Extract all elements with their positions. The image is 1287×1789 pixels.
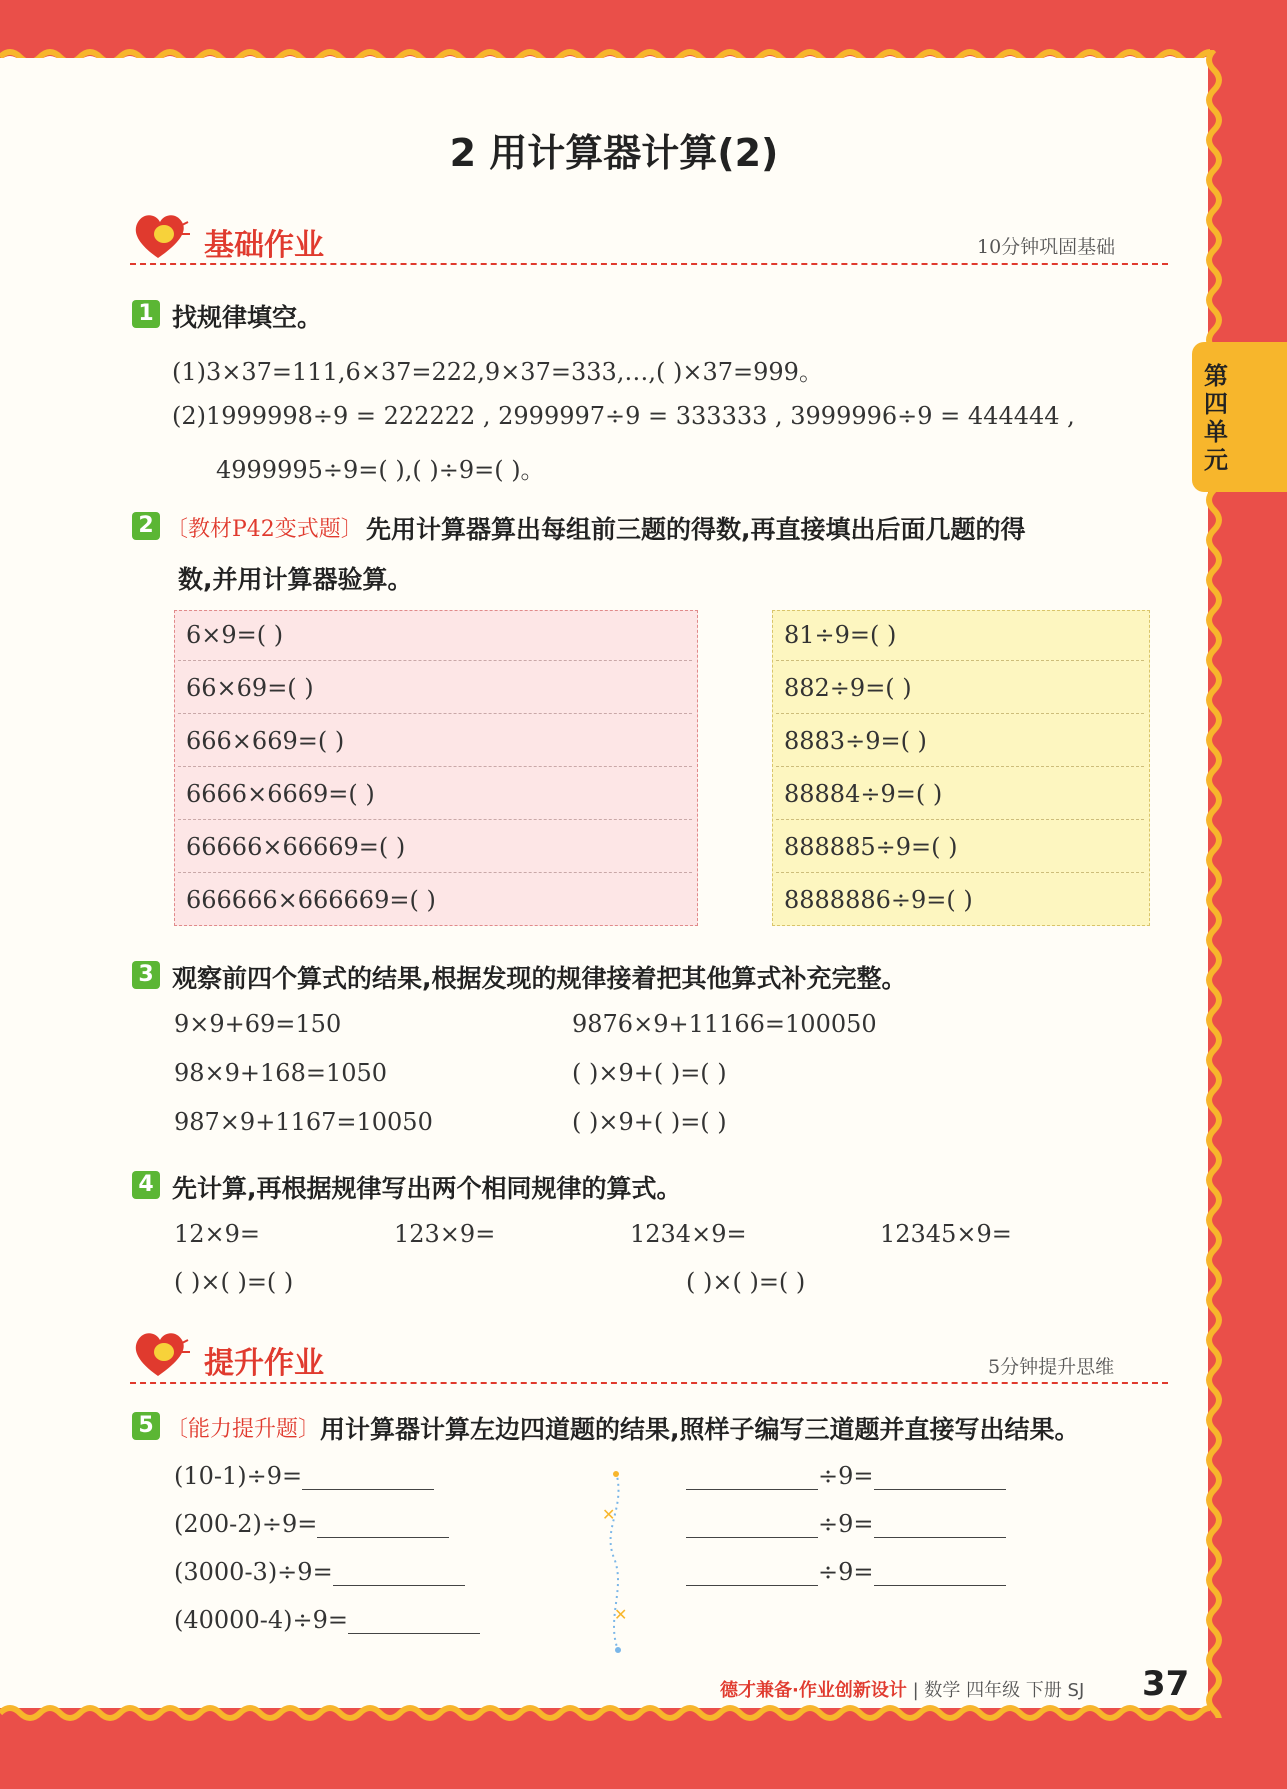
q2-right-box: [772, 610, 1150, 926]
q2-left-item: 66×69=( ): [186, 674, 314, 702]
q5-right-item: ÷9=: [686, 1558, 1006, 1586]
q4-expr: 1234×9=: [630, 1220, 747, 1248]
q5-left-item: (40000-4)÷9=: [174, 1606, 480, 1634]
q2-left-item: 666666×666669=( ): [186, 886, 436, 914]
question-number-4: 4: [132, 1171, 160, 1199]
q2-right-item: 882÷9=( ): [784, 674, 912, 702]
question-number-3: 3: [132, 961, 160, 989]
question-number-5: 5: [132, 1412, 160, 1440]
q2-right-sep: [776, 872, 1144, 873]
q2-left-sep: [178, 872, 692, 873]
q1-line-3: 4999995÷9=( ),( )÷9=( )。: [216, 456, 545, 484]
q2-right-sep: [776, 713, 1144, 714]
q3-right-item: ( )×9+( )=( ): [572, 1059, 727, 1087]
heart-mascot-icon: [130, 1326, 192, 1382]
q5-left-item: (200-2)÷9=: [174, 1510, 449, 1538]
svg-text:✕: ✕: [614, 1605, 628, 1624]
section-advanced-note: 5分钟提升思维: [988, 1356, 1115, 1378]
right-wavy-border: [1200, 50, 1228, 1718]
q2-left-box: [174, 610, 698, 926]
q3-right-item: 9876×9+11166=100050: [572, 1010, 877, 1038]
q5-tag: 〔能力提升题〕: [166, 1417, 321, 1442]
q1-text: 找规律填空。: [172, 303, 323, 332]
q1-line-1: (1)3×37=111,6×37=222,9×37=333,…,( )×37=999。: [172, 358, 823, 386]
q2-left-item: 66666×66669=( ): [186, 833, 406, 861]
page-number: 37: [1142, 1664, 1190, 1704]
q5-left-item: (10-1)÷9=: [174, 1462, 434, 1490]
section-advanced-divider: [130, 1382, 1168, 1384]
q2-right-item: 88884÷9=( ): [784, 780, 943, 808]
q2-right-sep: [776, 766, 1144, 767]
footer-separator: |: [912, 1680, 925, 1701]
q4-expr: 12345×9=: [880, 1220, 1012, 1248]
unit-tab-label: 第四单元: [1204, 362, 1228, 474]
q2-right-item: 8883÷9=( ): [784, 727, 927, 755]
q4-text: 先计算,再根据规律写出两个相同规律的算式。: [172, 1174, 682, 1203]
q2-right-item: 888885÷9=( ): [784, 833, 958, 861]
decorative-vine-icon: [592, 1468, 642, 1654]
page-title: 2 用计算器计算(2): [449, 131, 779, 175]
q5-left-item: (3000-3)÷9=: [174, 1558, 465, 1586]
q3-left-item: 98×9+168=1050: [174, 1059, 388, 1087]
q1-line-2: (2)1999998÷9 = 222222 , 2999997÷9 = 333333 , 3999996÷9 = 444444 ,: [172, 402, 1075, 430]
q3-left-item: 987×9+1167=10050: [174, 1108, 433, 1136]
q2-text: 先用计算器算出每组前三题的得数,再直接填出后面几题的得: [366, 515, 1026, 544]
q2-left-sep: [178, 766, 692, 767]
q2-left-sep: [178, 819, 692, 820]
q3-text: 观察前四个算式的结果,根据发现的规律接着把其他算式补充完整。: [172, 964, 907, 993]
section-basic-divider: [130, 263, 1168, 265]
footer-grade: 数学 四年级 下册 SJ: [924, 1680, 1085, 1701]
q5-right-item: ÷9=: [686, 1510, 1006, 1538]
q4-blank: ( )×( )=( ): [686, 1268, 806, 1296]
q2-right-item: 8888886÷9=( ): [784, 886, 973, 914]
q4-expr: 123×9=: [394, 1220, 496, 1248]
q2-left-item: 6666×6669=( ): [186, 780, 375, 808]
section-basic-title: 基础作业: [204, 228, 324, 263]
footer-brand: 德才兼备·作业创新设计: [720, 1680, 907, 1701]
section-basic-note: 10分钟巩固基础: [977, 236, 1116, 258]
q2-left-item: 6×9=( ): [186, 621, 284, 649]
svg-text:✕: ✕: [602, 1505, 616, 1524]
question-number-2: 2: [132, 512, 160, 540]
q3-left-item: 9×9+69=150: [174, 1010, 342, 1038]
q5-right-item: ÷9=: [686, 1462, 1006, 1490]
q2-left-sep: [178, 713, 692, 714]
q2-text-2: 数,并用计算器验算。: [178, 565, 413, 594]
heart-mascot-icon: [130, 208, 192, 264]
q4-blank: ( )×( )=( ): [174, 1268, 294, 1296]
footer-info: [720, 1676, 1084, 1702]
bottom-wavy-border: [0, 1700, 1210, 1726]
q2-left-item: 666×669=( ): [186, 727, 345, 755]
q2-right-item: 81÷9=( ): [784, 621, 897, 649]
q4-expr: 12×9=: [174, 1220, 261, 1248]
q2-tag: 〔教材P42变式题〕: [166, 517, 363, 542]
q2-right-sep: [776, 660, 1144, 661]
q2-left-sep: [178, 660, 692, 661]
q2-right-sep: [776, 819, 1144, 820]
question-number-1: 1: [132, 300, 160, 328]
section-advanced-title: 提升作业: [204, 1346, 324, 1381]
q5-text: 用计算器计算左边四道题的结果,照样子编写三道题并直接写出结果。: [320, 1415, 1080, 1444]
q3-right-item: ( )×9+( )=( ): [572, 1108, 727, 1136]
